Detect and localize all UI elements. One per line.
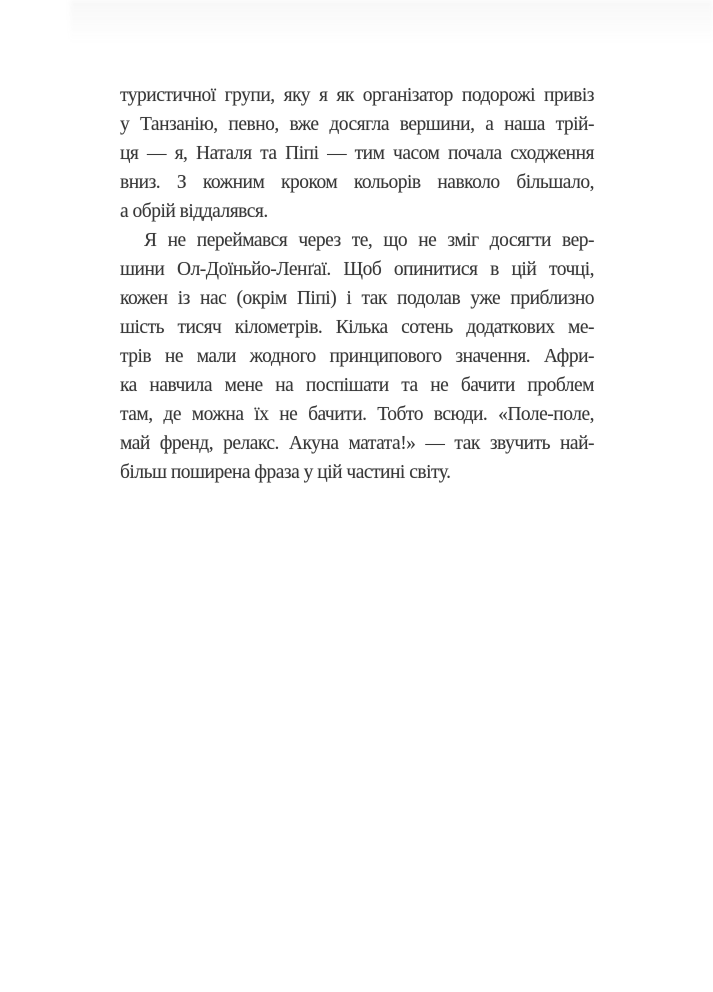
text-line: а обрій віддалявся. xyxy=(120,201,268,222)
text-line: туристичної групи, яку я як організатор подорожі привіз xyxy=(120,85,594,106)
text-line: шість тисяч кілометрів. Кілька сотень додаткових ме- xyxy=(120,317,594,338)
text-line: вниз. З кожним кроком кольорів навколо більшало, xyxy=(120,172,594,193)
text-line: більш поширена фраза у цій частині світу. xyxy=(120,462,451,483)
text-line: кожен із нас (окрім Піпі) і так подолав уже приблизно xyxy=(120,288,594,309)
page-text xyxy=(120,81,594,487)
scan-artifact xyxy=(70,0,713,48)
text-line: трів не мали жодного принципового значення. Афри- xyxy=(120,346,594,367)
text-line: ка навчила мене на поспішати та не бачити проблем xyxy=(120,375,594,396)
text-line: шини Ол-Доїньйо-Ленґаї. Щоб опинитися в цій точці, xyxy=(120,259,594,280)
text-line: ця — я, Наталя та Піпі — тим часом почала сходження xyxy=(120,143,594,164)
text-line: Я не переймався через те, що не зміг досягти вер- xyxy=(144,230,594,251)
text-line: май френд, релакс. Акуна матата!» — так звучить най- xyxy=(120,433,594,454)
paragraph xyxy=(120,226,594,487)
text-line: там, де можна їх не бачити. Тобто всюди. «Поле-поле, xyxy=(120,404,594,425)
text-line: у Танзанію, певно, вже досягла вершини, а наша трій- xyxy=(120,114,594,135)
paragraph xyxy=(120,81,594,226)
